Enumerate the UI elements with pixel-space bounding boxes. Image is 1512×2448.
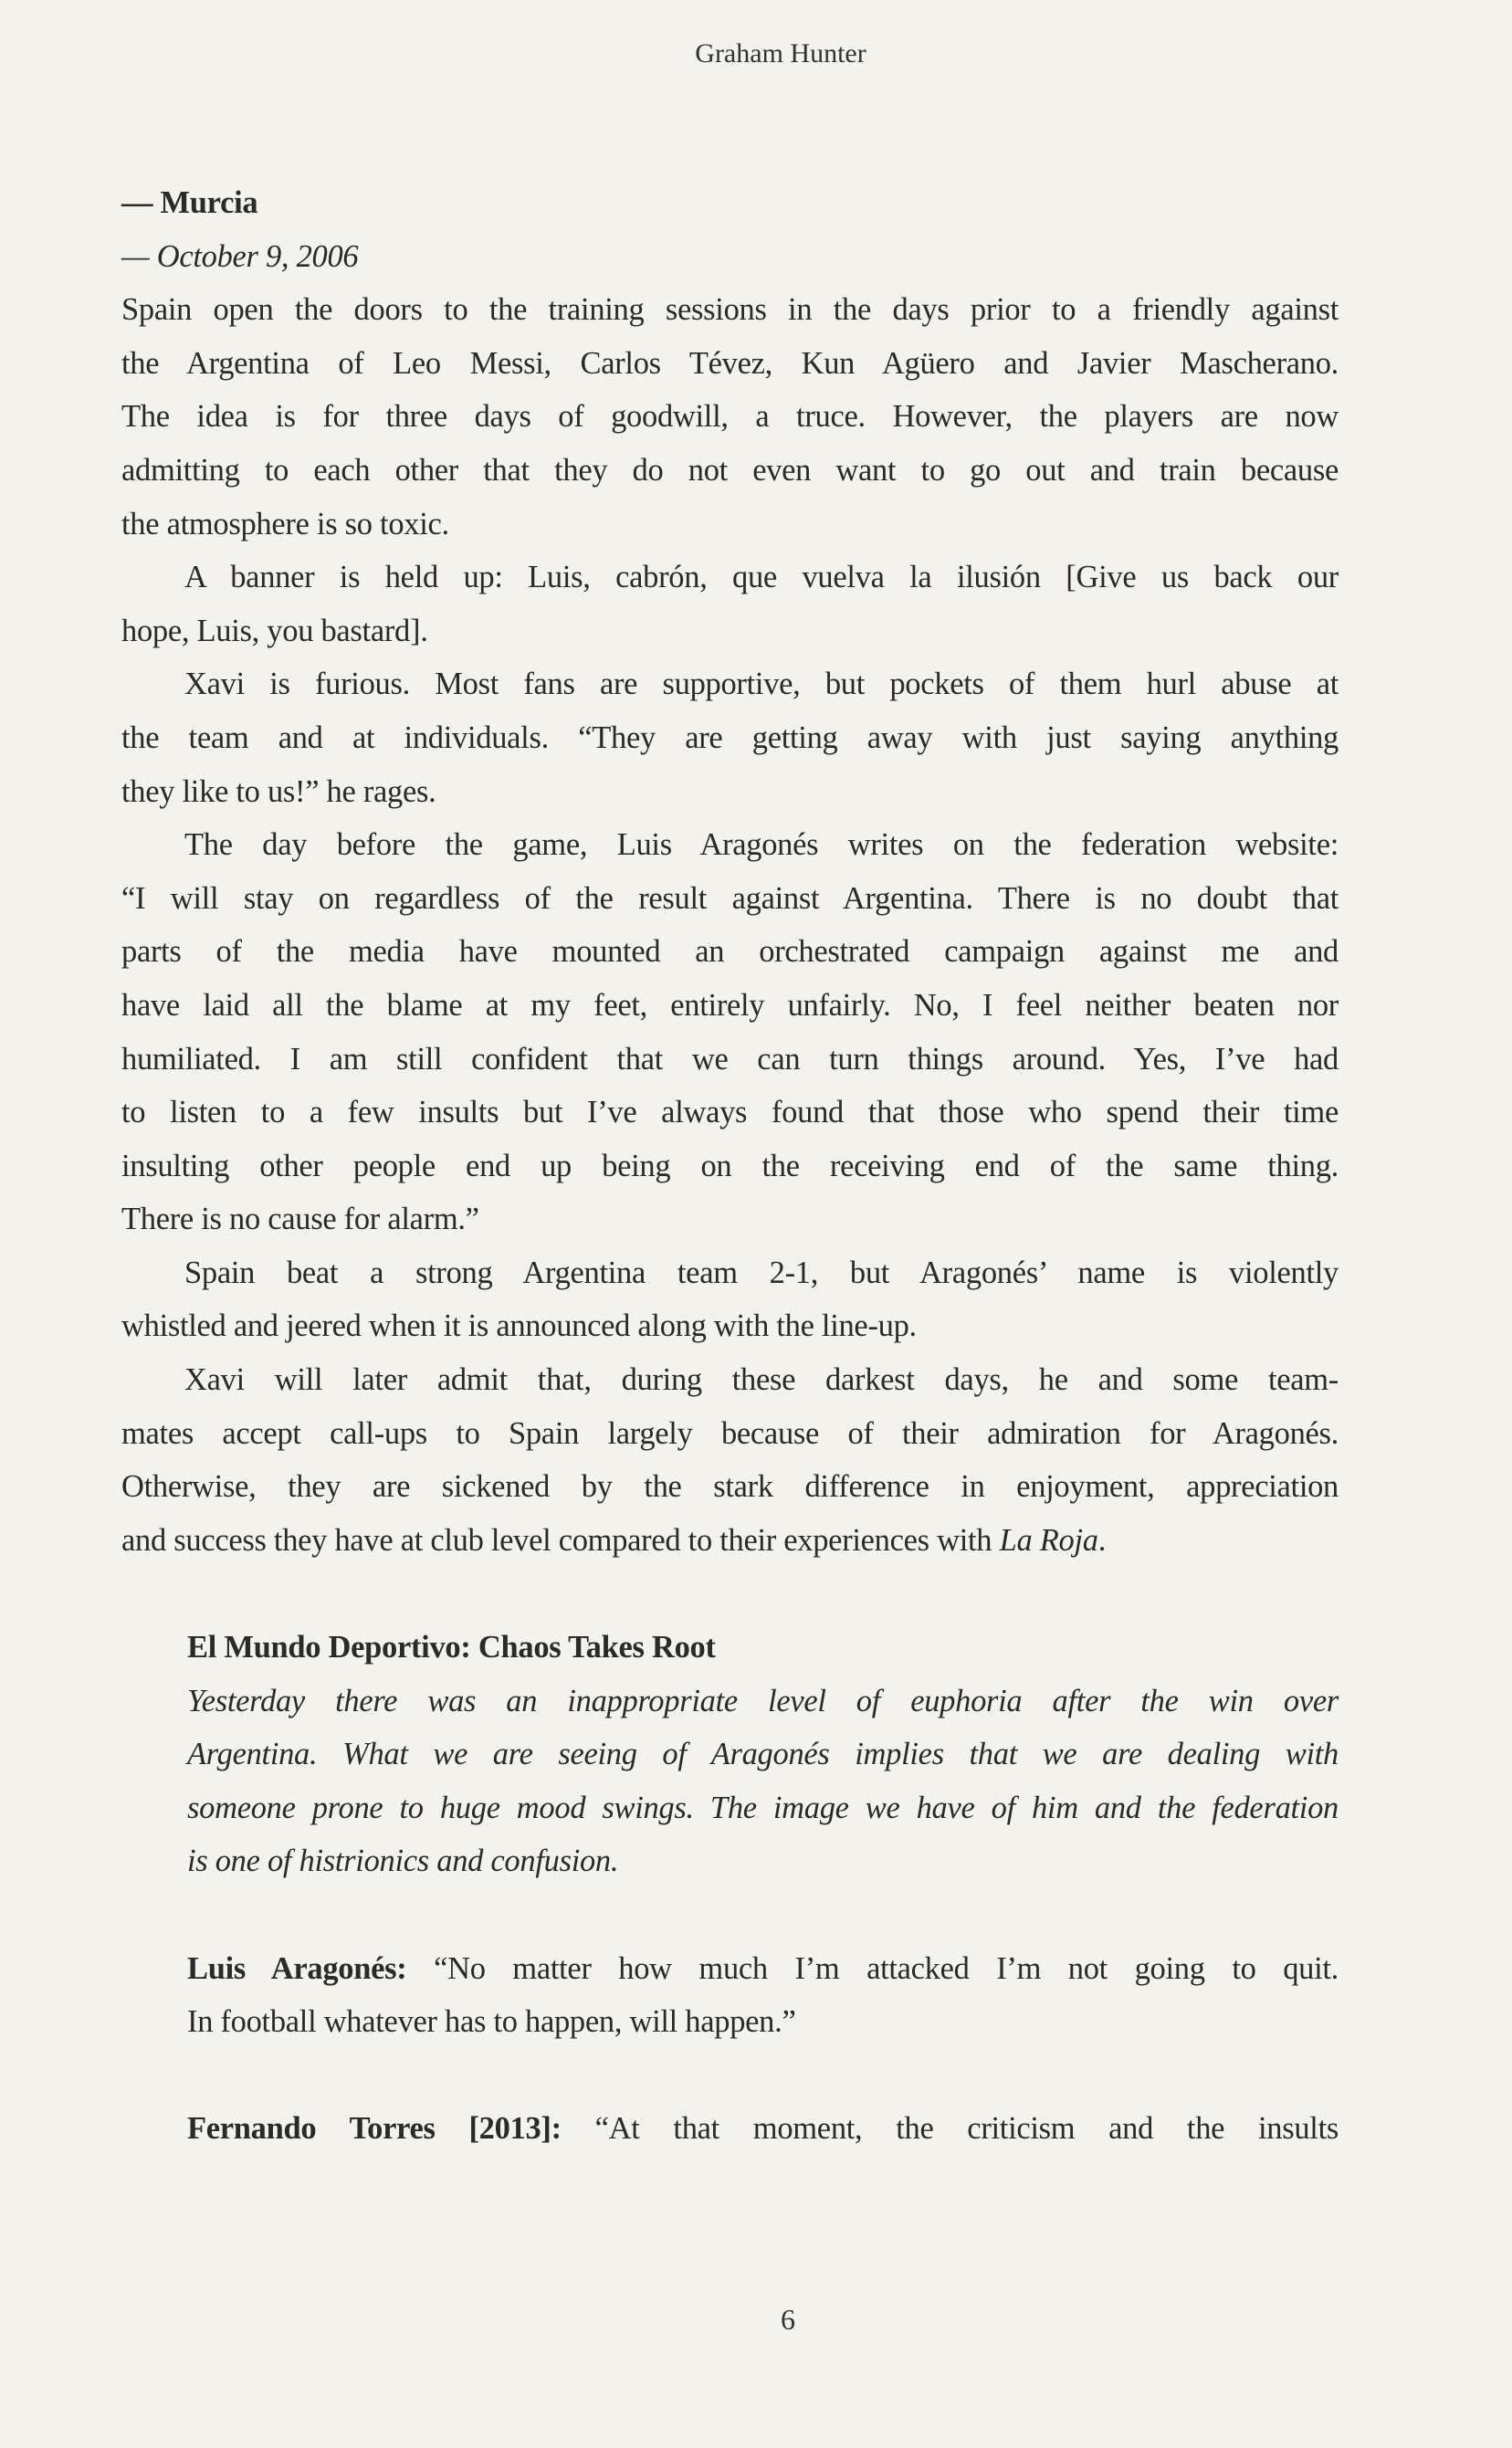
text-line [121, 604, 1339, 658]
text-line [121, 1353, 1339, 1407]
text-line [121, 1140, 1339, 1193]
text-segment: “No matter how much I’m attacked I’m not going to quit. [406, 1950, 1339, 1986]
text-line [121, 444, 1339, 498]
text-line [121, 979, 1339, 1033]
text-line [121, 818, 1339, 872]
text-line [121, 1299, 1339, 1353]
text-segment: mates accept call-ups to Spain largely because of their admiration for Aragonés. [121, 1415, 1339, 1451]
text-line [121, 1514, 1339, 1568]
page-number: 6 [781, 2303, 795, 2336]
blank-line [121, 1888, 1339, 1942]
italic-text: La Roja [999, 1522, 1098, 1558]
text-segment: parts of the media have mounted an orchestrated campaign against me and [121, 934, 1339, 970]
text-line [121, 2102, 1339, 2156]
text-segment: In football whatever has to happen, will happen.” [187, 2004, 796, 2040]
text-line [121, 230, 1339, 284]
text-segment: The idea is for three days of goodwill, a truce. However, the players are now [121, 399, 1339, 435]
text-segment: whistled and jeered when it is announced along with the line-up. [121, 1308, 917, 1344]
italic-text: Yesterday there was an inappropriate level of euphoria after the win over [187, 1683, 1339, 1718]
text-segment: humiliated. I am still confident that we can turn things around. Yes, I’ve had [121, 1041, 1339, 1077]
text-line [121, 337, 1339, 391]
bold-text: Luis Aragonés: [187, 1950, 407, 1986]
text-segment: There is no cause for alarm.” [121, 1202, 479, 1237]
text-segment: insulting other people end up being on the receiving end of the same thing. [121, 1148, 1339, 1183]
text-segment: Otherwise, they are sickened by the stark difference in enjoyment, appreciation [121, 1469, 1339, 1505]
text-line [121, 1995, 1339, 2049]
running-header: Graham Hunter [695, 38, 866, 68]
text-line [121, 872, 1339, 926]
text-segment: . [1097, 1522, 1107, 1558]
text-line [121, 1246, 1339, 1300]
bold-text: — Murcia [121, 185, 258, 220]
text-segment: hope, Luis, you bastard]. [121, 613, 428, 648]
text-line [121, 1942, 1339, 1996]
text-line [121, 657, 1339, 711]
text-segment: the Argentina of Leo Messi, Carlos Tévez, Kun Agüero and Javier Mascherano. [121, 345, 1339, 381]
text-line [121, 711, 1339, 765]
text-line [121, 925, 1339, 979]
bold-text: El Mundo Deportivo: Chaos Takes Root [187, 1630, 716, 1665]
text-segment: Xavi is furious. Most fans are supportive, but pockets of them hurl abuse at [184, 667, 1339, 702]
text-segment: they like to us!” he rages. [121, 773, 436, 809]
text-segment: the team and at individuals. “They are getting away with just saying anything [121, 720, 1339, 755]
blank-line [121, 2049, 1339, 2103]
text-segment: A banner is held up: Luis, cabrón, que vuelva la ilusión [Give us back our [184, 560, 1339, 595]
text-line [121, 1086, 1339, 1140]
text-line [121, 498, 1339, 552]
text-segment: “I will stay on regardless of the result against Argentina. There is no doubt that [121, 880, 1339, 916]
text-line [121, 390, 1339, 444]
text-segment: the atmosphere is so toxic. [121, 506, 449, 541]
bold-text: Fernando Torres [2013]: [187, 2111, 562, 2147]
text-line [121, 1781, 1339, 1835]
text-line [121, 1834, 1339, 1888]
text-line [121, 1407, 1339, 1461]
text-line [121, 551, 1339, 604]
italic-text: is one of histrionics and confusion. [187, 1844, 619, 1879]
text-segment: to listen to a few insults but I’ve always found that those who spend their time [121, 1095, 1339, 1130]
text-segment: “At that moment, the criticism and the insults [561, 2111, 1339, 2147]
text-line [121, 765, 1339, 819]
text-line [121, 1033, 1339, 1087]
text-segment: The day before the game, Luis Aragonés writes on the federation website: [184, 827, 1339, 863]
text-line [121, 1460, 1339, 1514]
text-line [121, 1675, 1339, 1728]
text-line [121, 283, 1339, 337]
text-segment: admitting to each other that they do not even want to go out and train because [121, 452, 1339, 488]
text-line [121, 1192, 1339, 1246]
text-segment: Spain open the doors to the training sessions in the days prior to a friendly against [121, 292, 1339, 328]
text-segment: have laid all the blame at my feet, entirely unfairly. No, I feel neither beaten nor [121, 987, 1339, 1023]
italic-text: Argentina. What we are seeing of Aragonés implies that we are dealing with [187, 1737, 1339, 1772]
text-segment: and success they have at club level compared to their experiences with [121, 1522, 1000, 1558]
text-segment: Spain beat a strong Argentina team 2-1, but Aragonés’ name is violently [184, 1255, 1339, 1290]
text-segment: Xavi will later admit that, during these darkest days, he and some team- [184, 1362, 1339, 1398]
blank-line [121, 1567, 1339, 1621]
text-line [121, 1728, 1339, 1781]
page-body [121, 176, 1339, 2156]
text-line [121, 1621, 1339, 1675]
text-line [121, 176, 1339, 230]
italic-text: — October 9, 2006 [121, 238, 359, 274]
italic-text: someone prone to huge mood swings. The image we have of him and the federation [187, 1790, 1339, 1825]
